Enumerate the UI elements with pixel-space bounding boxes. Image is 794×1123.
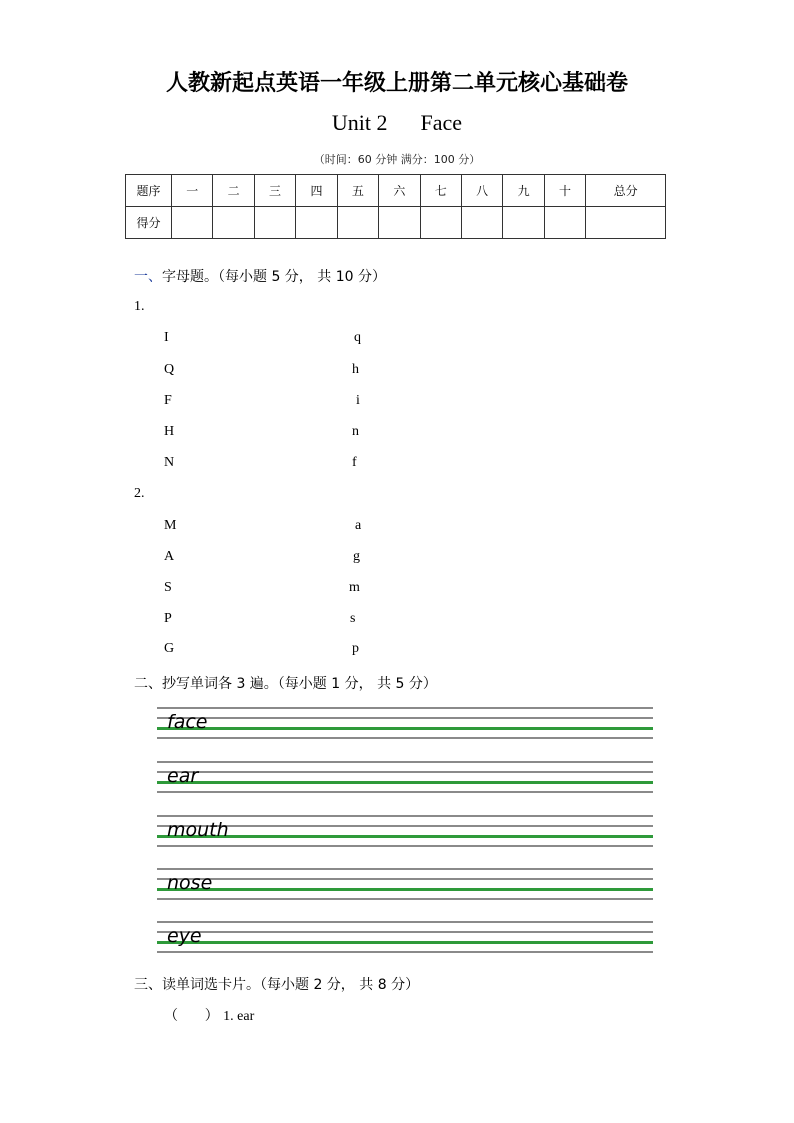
score-cell[interactable] [296,207,337,239]
copy-word-eye: eye [167,925,202,947]
row-label-order: 题序 [126,175,172,207]
section-1-heading [134,266,386,286]
col-9: 九 [503,175,544,207]
section-3-heading [134,974,419,994]
staff-line [157,761,653,763]
staff-baseline [157,727,653,730]
handwriting-staff-nose[interactable] [157,868,653,910]
staff-line [157,951,653,953]
q1-right-letter: i [356,393,360,408]
q1-right-letter: h [352,362,359,377]
staff-line [157,845,653,847]
col-1: 一 [172,175,213,207]
staff-line [157,815,653,817]
q2-left-letter: G [164,641,175,656]
q2-right-letter: g [353,549,360,564]
q1-left-letter: I [164,330,169,345]
row-label-score: 得分 [126,207,172,239]
score-cell[interactable] [586,207,666,239]
unit-heading [0,110,794,136]
question-word: 1. ear [223,1009,255,1024]
staff-line [157,737,653,739]
q1-left-letter: N [164,455,175,470]
col-6: 六 [379,175,420,207]
section-1-number: 一、 [134,269,162,285]
score-cell[interactable] [254,207,295,239]
question-2-label: 2. [134,486,145,501]
q2-right-letter: m [349,580,360,595]
col-3: 三 [254,175,295,207]
handwriting-staff-eye[interactable] [157,921,653,963]
staff-line [157,791,653,793]
q2-right-letter: s [350,611,356,626]
handwriting-staff-ear[interactable] [157,761,653,803]
q1-right-letter: q [354,330,361,345]
section-2-heading [134,673,437,693]
q2-left-letter: M [164,518,177,533]
score-cell[interactable] [172,207,213,239]
q1-right-letter: n [352,424,359,439]
question-1-label: 1. [134,299,145,314]
section-2-title: 抄写单词各 3 遍。（每小题 1 分， 共 5 分） [162,676,437,692]
col-total: 总分 [586,175,666,207]
col-8: 八 [461,175,502,207]
staff-baseline [157,835,653,838]
unit-label: Unit 2 [331,110,388,135]
score-cell[interactable] [544,207,585,239]
score-cell[interactable] [461,207,502,239]
score-table-header-row [126,175,666,207]
staff-line [157,825,653,827]
staff-baseline [157,781,653,784]
copy-word-nose: nose [167,872,213,894]
staff-line [157,771,653,773]
q2-right-letter: a [355,518,362,533]
q1-right-letter: f [352,455,357,470]
score-cell[interactable] [503,207,544,239]
q2-left-letter: A [164,549,175,564]
score-table-score-row [126,207,666,239]
handwriting-staff-face[interactable] [157,707,653,749]
col-10: 十 [544,175,585,207]
staff-baseline [157,941,653,944]
q2-right-letter: p [352,641,359,656]
score-table [125,174,666,239]
staff-line [157,878,653,880]
q2-left-letter: S [164,580,172,595]
staff-line [157,921,653,923]
page-title: 人教新起点英语一年级上册第二单元核心基础卷 [165,70,628,96]
q1-left-letter: F [164,393,172,408]
staff-line [157,868,653,870]
handwriting-staff-mouth[interactable] [157,815,653,857]
q2-left-letter: P [164,611,172,626]
q1-left-letter: Q [164,362,175,377]
col-7: 七 [420,175,461,207]
unit-name: Face [420,110,463,135]
section-2-number: 二、 [134,676,162,692]
section-1-title: 字母题。（每小题 5 分， 共 10 分） [162,269,386,285]
staff-line [157,707,653,709]
staff-line [157,898,653,900]
copy-word-ear: ear [167,765,199,787]
staff-line [157,931,653,933]
staff-line [157,717,653,719]
col-5: 五 [337,175,378,207]
col-2: 二 [213,175,254,207]
score-cell[interactable] [379,207,420,239]
answer-paren[interactable]: （ ） [164,1008,219,1024]
section-3-title: 读单词选卡片。（每小题 2 分， 共 8 分） [162,977,420,993]
score-cell[interactable] [213,207,254,239]
exam-time-info: （时间：60 分钟 满分：100 分） [313,153,481,166]
score-cell[interactable] [420,207,461,239]
q1-left-letter: H [164,424,175,439]
staff-baseline [157,888,653,891]
col-4: 四 [296,175,337,207]
section-3-number: 三、 [134,977,162,993]
score-cell[interactable] [337,207,378,239]
copy-word-face: face [167,711,208,733]
copy-word-mouth: mouth [167,819,229,841]
section-3-question-1 [164,1005,254,1025]
